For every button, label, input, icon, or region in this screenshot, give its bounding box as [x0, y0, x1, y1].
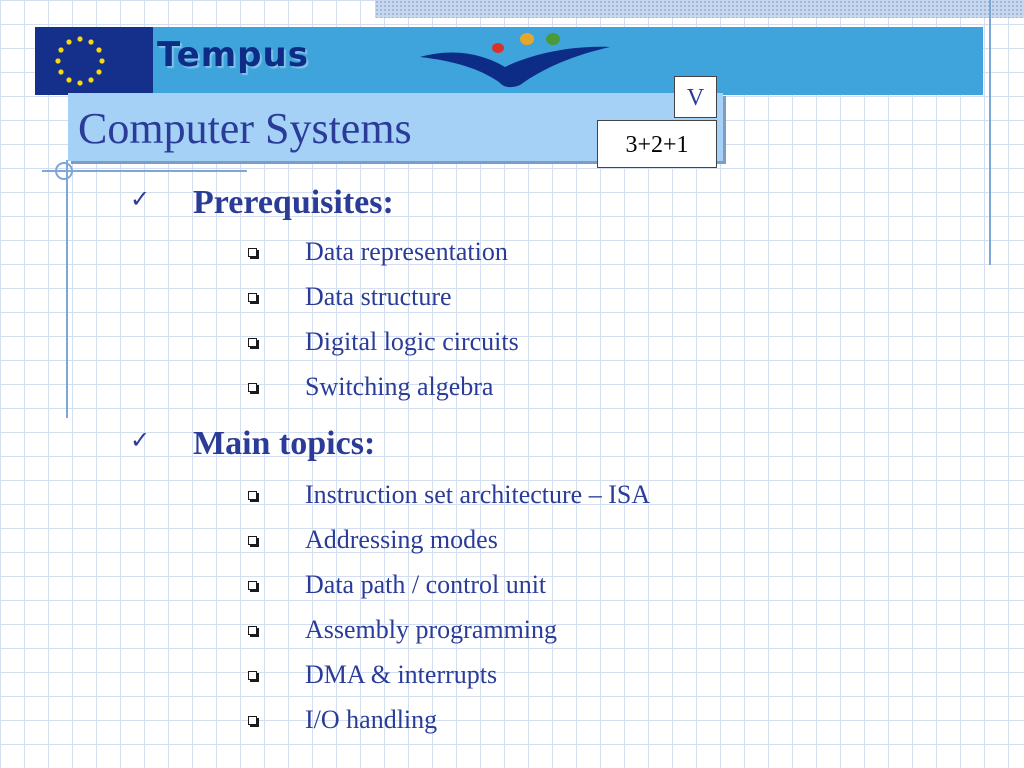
list-item-text: DMA & interrupts — [305, 660, 498, 689]
section-heading: Main topics: — [193, 425, 376, 462]
credits-box: 3+2+1 — [597, 120, 717, 168]
list-item-text: Switching algebra — [305, 372, 494, 401]
check-icon: ✓ — [130, 185, 151, 213]
square-bullet-icon — [248, 293, 257, 302]
tempus-banner — [35, 27, 983, 95]
square-bullet-icon — [248, 716, 257, 725]
list-item-text: Instruction set architecture – ISA — [305, 480, 651, 509]
top-decorative-strip — [375, 0, 1024, 18]
square-bullet-icon — [248, 536, 257, 545]
list-item-text: Digital logic circuits — [305, 327, 519, 356]
list-item-text: I/O handling — [305, 705, 438, 734]
semester-box: V — [674, 76, 717, 118]
square-bullet-icon — [248, 626, 257, 635]
square-bullet-icon — [248, 581, 257, 590]
decorative-left-line — [66, 160, 68, 418]
tempus-logo-text: Tempus — [157, 35, 309, 75]
square-bullet-icon — [248, 491, 257, 500]
section-heading: Prerequisites: — [193, 184, 394, 221]
bird-logo-icon — [415, 27, 655, 95]
slide-title: Computer Systems — [78, 104, 412, 153]
square-bullet-icon — [248, 671, 257, 680]
decorative-circle — [55, 162, 73, 180]
list-item-text: Data representation — [305, 237, 508, 266]
decorative-vertical-line — [989, 0, 991, 265]
eu-flag-logo — [35, 27, 153, 95]
square-bullet-icon — [248, 248, 257, 257]
list-item-text: Data structure — [305, 282, 452, 311]
list-item-text: Assembly programming — [305, 615, 558, 644]
check-icon: ✓ — [130, 426, 151, 454]
square-bullet-icon — [248, 383, 257, 392]
list-item-text: Data path / control unit — [305, 570, 547, 599]
square-bullet-icon — [248, 338, 257, 347]
list-item-text: Addressing modes — [305, 525, 498, 554]
